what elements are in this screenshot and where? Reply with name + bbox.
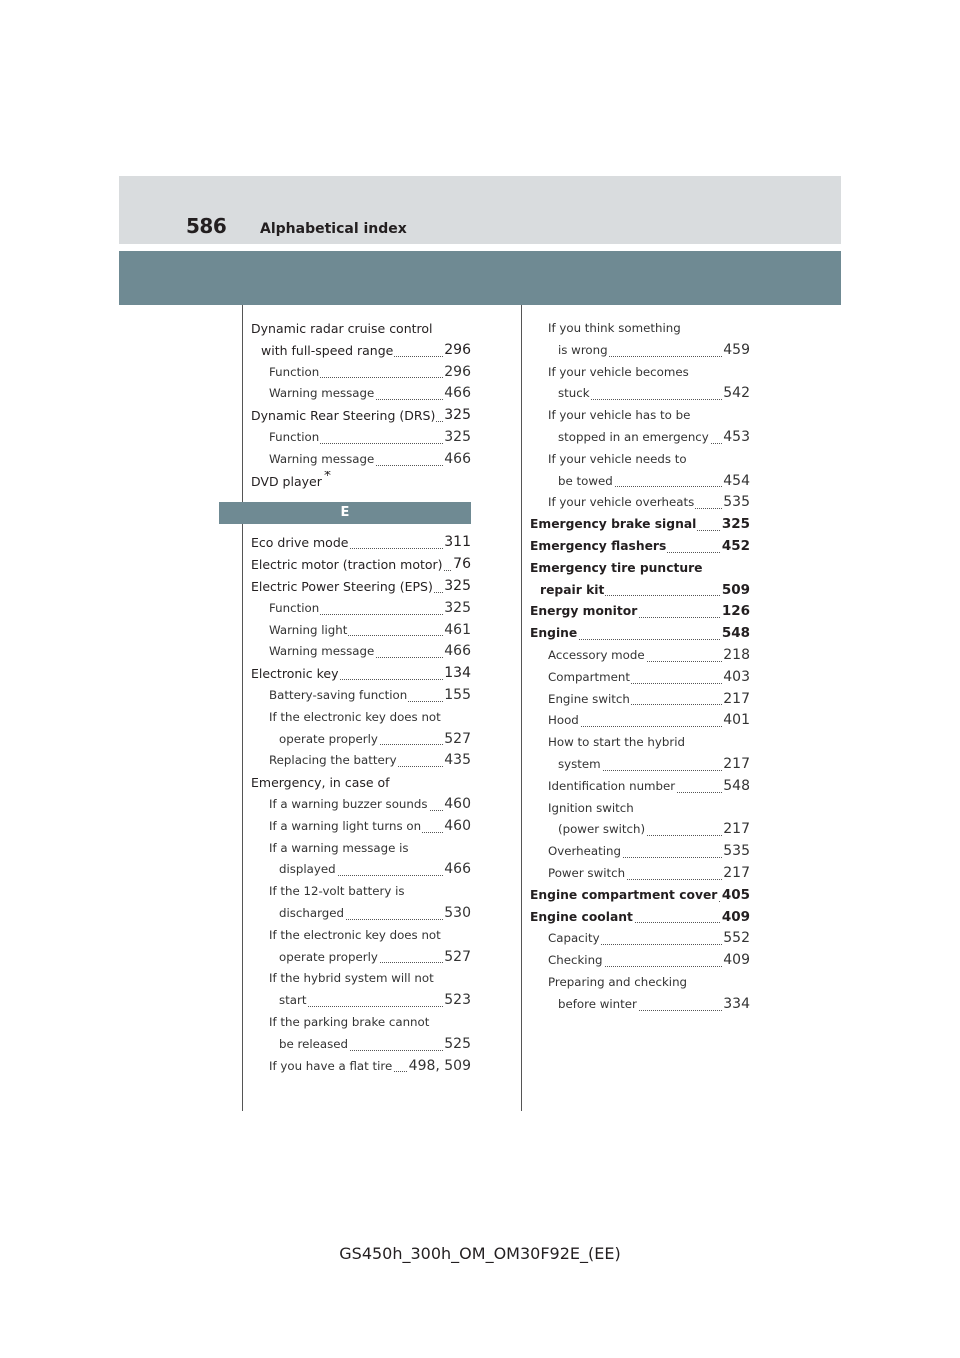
- index-entry: [251, 947, 471, 969]
- entry-label: DVD player: [251, 471, 323, 493]
- index-entry: [530, 689, 750, 711]
- index-entry: [251, 471, 471, 493]
- index-entry: [530, 623, 750, 645]
- index-entry: [530, 732, 750, 754]
- entry-label: If the electronic key does not: [269, 707, 442, 729]
- entry-label: Emergency brake signal: [530, 514, 697, 536]
- entry-label: If you think something: [548, 318, 682, 340]
- entry-page: 530: [443, 903, 471, 925]
- index-entry: [251, 816, 471, 838]
- entry-page: 325: [443, 427, 471, 449]
- entry-label: Capacity: [548, 928, 601, 950]
- index-entry: [251, 1012, 471, 1034]
- index-entry: [251, 383, 471, 405]
- entry-label: Engine switch: [548, 689, 631, 711]
- entry-label: Dynamic radar cruise control: [251, 318, 434, 340]
- entry-page: 461: [443, 620, 471, 642]
- entry-label: Energy monitor: [530, 601, 638, 623]
- entry-page: 552: [722, 928, 750, 950]
- entry-page: 296: [443, 340, 471, 362]
- entry-label: Function: [269, 598, 320, 620]
- entry-label: Preparing and checking: [548, 972, 688, 994]
- index-entry: [530, 645, 750, 667]
- entry-label: Eco drive mode: [251, 532, 349, 554]
- entry-page: 325: [443, 598, 471, 620]
- entry-page: 155: [443, 685, 471, 707]
- entry-page: 454: [722, 471, 750, 493]
- entry-page: 325: [443, 576, 471, 598]
- entry-page: 466: [443, 641, 471, 663]
- entry-label: Engine compartment cover: [530, 885, 718, 907]
- index-entry: [530, 383, 750, 405]
- index-entry: [251, 576, 471, 598]
- entry-label: start: [279, 990, 307, 1012]
- entry-page: 466: [443, 859, 471, 881]
- entry-label: If the parking brake cannot: [269, 1012, 430, 1034]
- index-entry: [251, 449, 471, 471]
- index-entry: [530, 471, 750, 493]
- page-number: 586: [186, 214, 227, 238]
- dot-leader: [279, 1006, 471, 1007]
- entry-label: operate properly: [279, 729, 379, 751]
- entry-page: 401: [722, 710, 750, 732]
- entry-label: repair kit: [540, 580, 605, 602]
- entry-label: Warning message: [269, 641, 375, 663]
- entry-label: Warning message: [269, 383, 375, 405]
- right-column-rule: [521, 305, 522, 1111]
- section-header-e: E: [219, 502, 471, 524]
- entry-label: Dynamic Rear Steering (DRS): [251, 405, 436, 427]
- index-entry: [251, 1056, 471, 1078]
- index-column-left: [219, 318, 471, 1077]
- index-entry: [251, 554, 471, 576]
- index-entry: [251, 881, 471, 903]
- entry-page: 498, 509: [408, 1056, 471, 1078]
- entry-label: Electronic key: [251, 663, 339, 685]
- entry-label: Electric motor (traction motor): [251, 554, 444, 576]
- entry-page: 523: [443, 990, 471, 1012]
- index-entry: [251, 794, 471, 816]
- entry-page: 325: [721, 514, 750, 536]
- index-entry: [251, 340, 471, 362]
- entry-label: Hood: [548, 710, 580, 732]
- entry-label: Power switch: [548, 863, 626, 885]
- entry-page: 460: [443, 794, 471, 816]
- entry-label: Warning light: [269, 620, 348, 642]
- index-entry: [530, 885, 750, 907]
- entry-label: be towed: [558, 471, 614, 493]
- index-entry: [530, 798, 750, 820]
- entry-label: If your vehicle becomes: [548, 362, 690, 384]
- entry-label: Engine coolant: [530, 907, 634, 929]
- index-entry: [530, 340, 750, 362]
- entry-page: 217: [722, 819, 750, 841]
- index-entry: [251, 362, 471, 384]
- entry-label: stopped in an emergency: [558, 427, 710, 449]
- entry-label: Battery-saving function: [269, 685, 408, 707]
- entry-label: If your vehicle needs to: [548, 449, 688, 471]
- entry-page: 217: [722, 689, 750, 711]
- index-entry: [530, 994, 750, 1016]
- entry-page: 405: [721, 885, 750, 907]
- index-entry: [530, 907, 750, 929]
- entry-label: Warning message: [269, 449, 375, 471]
- index-entry: [251, 750, 471, 772]
- entry-label: If you have a flat tire: [269, 1056, 393, 1078]
- entry-page: 460: [443, 816, 471, 838]
- entry-page: 409: [722, 950, 750, 972]
- index-entry: [530, 492, 750, 514]
- page-title: Alphabetical index: [260, 221, 407, 237]
- entry-label: before winter: [558, 994, 638, 1016]
- entry-page: 459: [722, 340, 750, 362]
- index-entry: [251, 838, 471, 860]
- entry-label: Checking: [548, 950, 604, 972]
- entry-page: 452: [721, 536, 750, 558]
- index-entry: [251, 859, 471, 881]
- entry-page: 548: [722, 776, 750, 798]
- index-entry: [530, 362, 750, 384]
- entry-label: If your vehicle has to be: [548, 405, 691, 427]
- entry-label: Emergency tire puncture: [530, 558, 704, 580]
- index-entry: [251, 318, 471, 340]
- index-entry: [251, 620, 471, 642]
- entry-label: (power switch): [558, 819, 646, 841]
- index-entry: [530, 776, 750, 798]
- index-entry: [530, 536, 750, 558]
- index-entry: [530, 558, 750, 580]
- entry-page: 217: [722, 754, 750, 776]
- entry-page: 134: [443, 663, 471, 685]
- entry-label: discharged: [279, 903, 345, 925]
- entry-page: 527: [443, 947, 471, 969]
- index-entry: [251, 532, 471, 554]
- entry-page: 548: [721, 623, 750, 645]
- entry-label: is wrong: [558, 340, 609, 362]
- entry-label: If the electronic key does not: [269, 925, 442, 947]
- index-entry: [530, 819, 750, 841]
- entry-page: 535: [722, 492, 750, 514]
- footnote-star: *: [324, 470, 331, 484]
- entry-page: 466: [443, 449, 471, 471]
- entry-page: 218: [722, 645, 750, 667]
- index-entry: [530, 580, 750, 602]
- entry-page: 525: [443, 1034, 471, 1056]
- entry-page: 217: [722, 863, 750, 885]
- entry-label: stuck: [558, 383, 591, 405]
- entry-label: Function: [269, 362, 320, 384]
- entry-label: operate properly: [279, 947, 379, 969]
- entry-page: 76: [452, 554, 471, 576]
- entry-label: be released: [279, 1034, 349, 1056]
- index-entry: [530, 427, 750, 449]
- entry-label: Ignition switch: [548, 798, 635, 820]
- index-entry: [251, 598, 471, 620]
- index-entry: [530, 318, 750, 340]
- entry-label: If the hybrid system will not: [269, 968, 435, 990]
- index-entry: [530, 972, 750, 994]
- entry-page: 126: [721, 601, 750, 623]
- index-entry: [251, 772, 471, 794]
- index-entry: [530, 405, 750, 427]
- document-code: GS450h_300h_OM_OM30F92E_(EE): [339, 1244, 621, 1263]
- index-entry: [251, 903, 471, 925]
- entry-page: 435: [443, 750, 471, 772]
- index-entry: [251, 707, 471, 729]
- entry-label: system: [558, 754, 602, 776]
- index-entry: [251, 925, 471, 947]
- entry-label: How to start the hybrid: [548, 732, 686, 754]
- index-entry: [530, 841, 750, 863]
- index-entry: [251, 968, 471, 990]
- entry-page: 334: [722, 994, 750, 1016]
- index-entry: [530, 754, 750, 776]
- entry-page: 453: [722, 427, 750, 449]
- index-entry: [530, 710, 750, 732]
- index-entry: [251, 685, 471, 707]
- entry-label: If a warning message is: [269, 838, 410, 860]
- entry-label: Overheating: [548, 841, 622, 863]
- entry-label: If your vehicle overheats: [548, 492, 695, 514]
- entry-label: Emergency, in case of: [251, 772, 391, 794]
- entry-page: 296: [443, 362, 471, 384]
- entry-label: Function: [269, 427, 320, 449]
- index-entry: [251, 427, 471, 449]
- index-entry: [530, 950, 750, 972]
- entry-page: 527: [443, 729, 471, 751]
- index-column-right: [530, 318, 750, 1016]
- entry-page: 466: [443, 383, 471, 405]
- entry-label: Electric Power Steering (EPS): [251, 576, 434, 598]
- entry-page: 311: [443, 532, 471, 554]
- index-entry: [530, 928, 750, 950]
- entry-label: Accessory mode: [548, 645, 646, 667]
- header-band: [119, 176, 841, 244]
- entry-page: 509: [721, 580, 750, 602]
- index-entry: [530, 601, 750, 623]
- entry-label: Identification number: [548, 776, 676, 798]
- index-entry: [251, 663, 471, 685]
- entry-page: 403: [722, 667, 750, 689]
- entry-label: Emergency flashers: [530, 536, 667, 558]
- entry-label: Engine: [530, 623, 578, 645]
- header-accent-band: [119, 251, 841, 305]
- index-entry: [530, 449, 750, 471]
- entry-label: If the 12-volt battery is: [269, 881, 406, 903]
- index-entry: [251, 405, 471, 427]
- index-entry: [251, 1034, 471, 1056]
- entry-label: with full-speed range: [261, 340, 394, 362]
- index-entry: [530, 667, 750, 689]
- entry-page: 542: [722, 383, 750, 405]
- entry-label: If a warning light turns on: [269, 816, 422, 838]
- index-entry: [530, 514, 750, 536]
- entry-label: Replacing the battery: [269, 750, 398, 772]
- entry-page: 325: [443, 405, 471, 427]
- index-entry: [251, 729, 471, 751]
- index-entry: [251, 990, 471, 1012]
- entry-label: displayed: [279, 859, 337, 881]
- entry-label: If a warning buzzer sounds: [269, 794, 429, 816]
- entry-page: 535: [722, 841, 750, 863]
- index-entry: [530, 863, 750, 885]
- index-entry: [251, 641, 471, 663]
- entry-label: Compartment: [548, 667, 631, 689]
- entry-page: 409: [721, 907, 750, 929]
